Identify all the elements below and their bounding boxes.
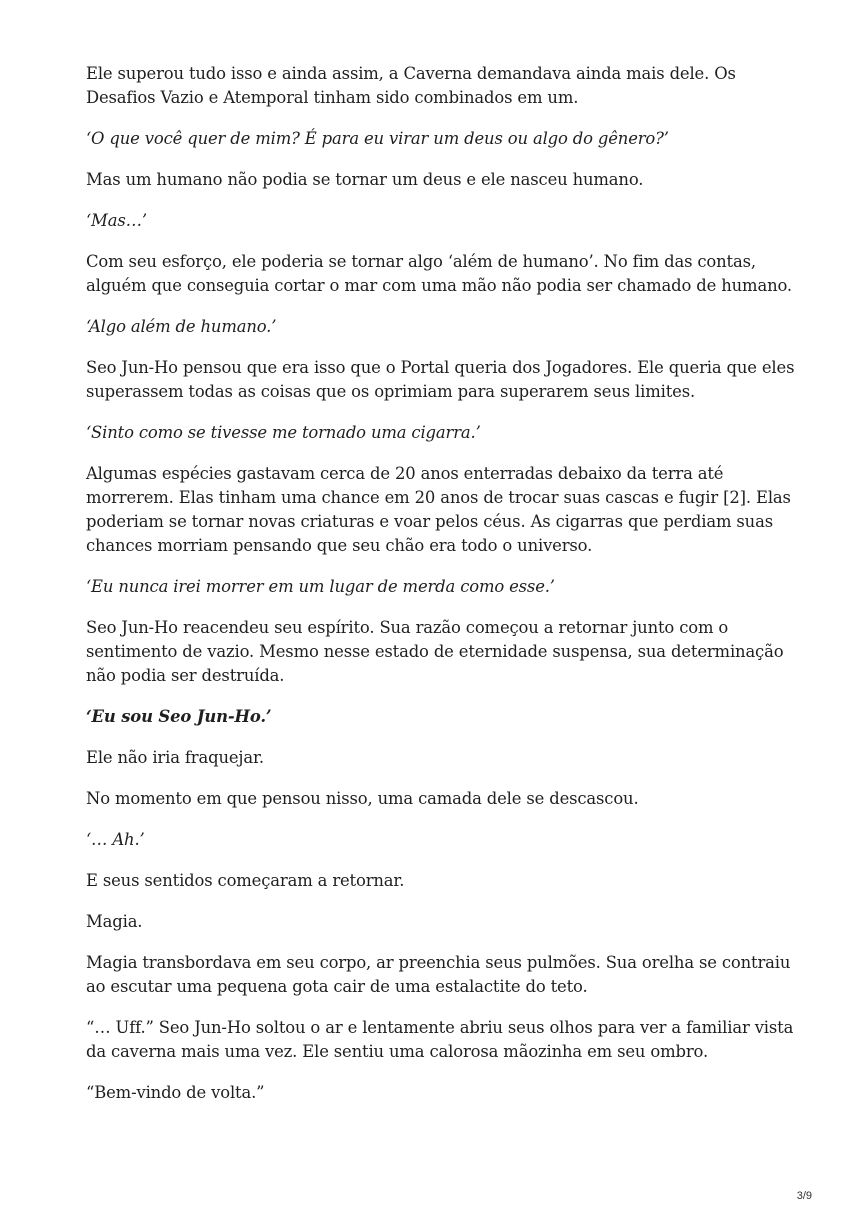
paragraph-thought: ‘O que você quer de mim? É para eu virar um deus ou algo do gênero?’: [86, 129, 669, 148]
paragraph: “… Uff.” Seo Jun-Ho soltou o ar e lentamente abriu seus olhos para ver a familiar vista da caverna mais uma vez. Ele sentiu uma calorosa mãozinha em seu ombro.: [86, 1018, 794, 1061]
paragraph-thought: ‘Algo além de humano.’: [86, 317, 277, 336]
paragraph-emphasis: ‘Eu sou Seo Jun-Ho.’: [86, 707, 272, 726]
paragraph: Magia transbordava em seu corpo, ar preenchia seus pulmões. Sua orelha se contraiu ao escutar uma pequena gota cair de uma estalactite do teto.: [86, 953, 791, 996]
paragraph: Magia.: [86, 912, 143, 931]
document-body: [86, 62, 796, 1122]
paragraph: No momento em que pensou nisso, uma camada dele se descascou.: [86, 789, 639, 808]
paragraph: Com seu esforço, ele poderia se tornar algo ‘além de humano’. No fim das contas, alguém que conseguia cortar o mar com uma mão não podia ser chamado de humano.: [86, 252, 792, 295]
paragraph-thought: ‘Eu nunca irei morrer em um lugar de merda como esse.’: [86, 577, 555, 596]
paragraph: Ele superou tudo isso e ainda assim, a Caverna demandava ainda mais dele. Os Desafios Vazio e Atemporal tinham sido combinados em um.: [86, 64, 736, 107]
paragraph: Seo Jun-Ho pensou que era isso que o Portal queria dos Jogadores. Ele queria que eles superassem todas as coisas que os oprimiam para superarem seus limites.: [86, 358, 795, 401]
paragraph: Ele não iria fraquejar.: [86, 748, 264, 767]
paragraph: Algumas espécies gastavam cerca de 20 anos enterradas debaixo da terra até morrerem. Elas tinham uma chance em 20 anos de trocar suas cascas e fugir [2]. Elas poderiam se tornar novas criaturas e voar pelos céus. As cigarras que perdiam suas chances morriam pensando que seu chão era todo o universo.: [86, 464, 791, 555]
paragraph-thought: ‘Mas…’: [86, 211, 147, 230]
paragraph: Seo Jun-Ho reacendeu seu espírito. Sua razão começou a retornar junto com o sentimento de vazio. Mesmo nesse estado de eternidade suspensa, sua determinação não podia ser destruída.: [86, 618, 784, 685]
paragraph: E seus sentidos começaram a retornar.: [86, 871, 405, 890]
paragraph-thought: ‘Sinto como se tivesse me tornado uma cigarra.’: [86, 423, 481, 442]
page-number: 3/9: [796, 1190, 812, 1202]
paragraph: Mas um humano não podia se tornar um deus e ele nasceu humano.: [86, 170, 644, 189]
paragraph: “Bem-vindo de volta.”: [86, 1083, 265, 1102]
paragraph-thought: ‘… Ah.’: [86, 830, 145, 849]
